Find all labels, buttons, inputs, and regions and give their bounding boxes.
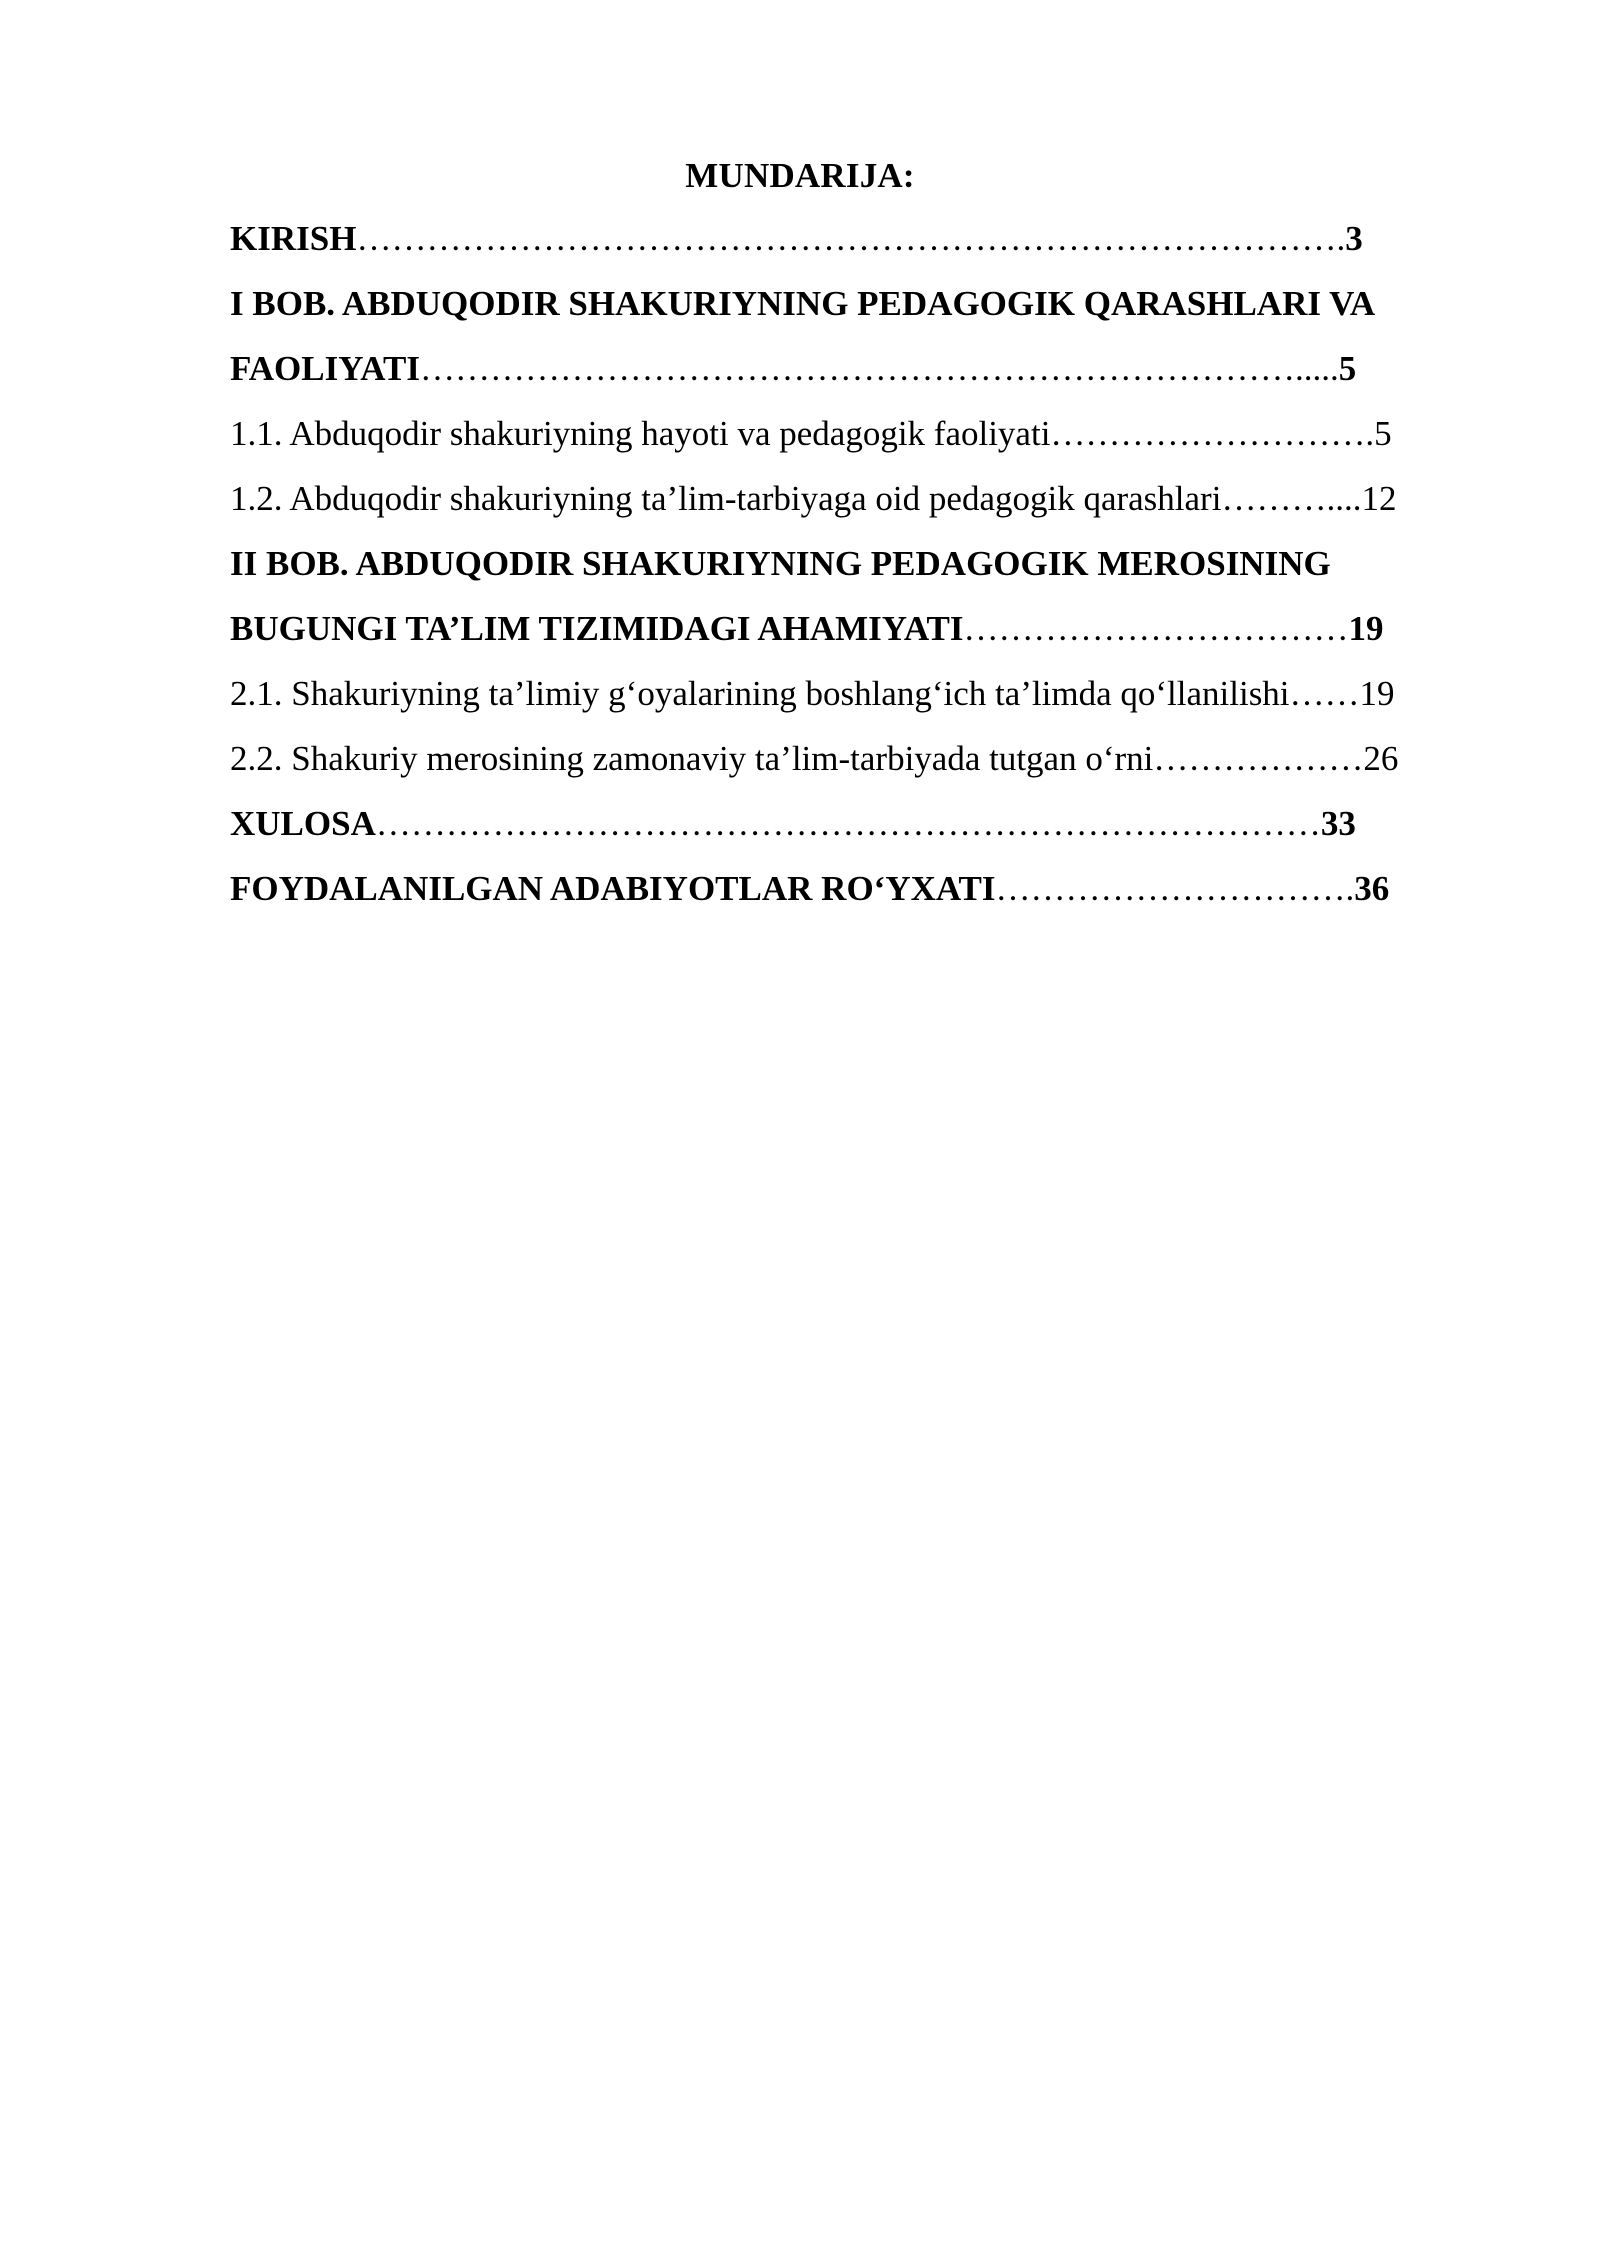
toc-entry-section-1-2[interactable]: [230, 467, 1488, 531]
toc-entry-page-number: 3: [1345, 219, 1363, 258]
toc-entry-leader: ……: [1289, 674, 1360, 713]
toc-entry-kirish[interactable]: [230, 207, 1488, 271]
toc-entry-section-2-2[interactable]: [230, 727, 1488, 791]
toc-entry-leader: ………………: [1153, 739, 1364, 778]
toc-entry-leader: ………………………………………………………………….....: [419, 349, 1339, 388]
toc-entry-text: FAOLIYATI: [230, 349, 420, 388]
toc-entry-section-1-1[interactable]: [230, 402, 1488, 466]
toc-entry-page-number: 19: [1348, 609, 1384, 648]
toc-entry-xulosa[interactable]: [230, 792, 1488, 856]
toc-entry-leader: ………………………………………………………………………….: [356, 219, 1346, 258]
toc-entry-page-number: 36: [1354, 869, 1390, 908]
toc-title: MUNDARIJA:: [685, 156, 915, 195]
toc-entry-page-number: 12: [1361, 479, 1397, 518]
toc-entry-leader: ……………………….: [1050, 414, 1375, 453]
toc-entry-leader: ……………………………: [963, 609, 1349, 648]
toc-entry-text: 2.2. Shakuriy merosining zamonaviy ta’lim-tarbiyada tutgan o‘rni: [230, 739, 1154, 778]
toc-entry-text: FOYDALANILGAN ADABIYOTLAR RO‘YXATI: [230, 869, 996, 908]
toc-entry-page-number: 26: [1363, 739, 1399, 778]
toc-entry-text: I BOB. ABDUQODIR SHAKURIYNING PEDAGOGIK QARASHLARI VA: [230, 284, 1376, 323]
toc-entry-text: XULOSA: [230, 804, 376, 843]
toc-entry-page-number: 19: [1359, 674, 1395, 713]
toc-entry-references[interactable]: [230, 857, 1488, 921]
toc-entry-page-number: 33: [1320, 804, 1356, 843]
toc-entry-leader: ………………………………………………………………………: [375, 804, 1321, 843]
toc-entry-chapter-2-line-2[interactable]: [230, 597, 1488, 661]
toc-entry-text: 1.2. Abduqodir shakuriyning ta’lim-tarbiyaga oid pedagogik qarashlari: [230, 479, 1222, 518]
toc-entry-chapter-2-line-1[interactable]: [230, 532, 1488, 596]
toc-entry-page-number: 5: [1338, 349, 1357, 388]
toc-entry-leader: ………....: [1221, 479, 1362, 518]
toc-entry-leader: ………………………….: [995, 869, 1355, 908]
toc-entry-page-number: 5: [1374, 414, 1392, 453]
toc-entry-chapter-1-line-2[interactable]: [230, 337, 1488, 401]
toc-entry-section-2-1[interactable]: [230, 662, 1488, 726]
toc-entry-text: 2.1. Shakuriyning ta’limiy g‘oyalarining boshlang‘ich ta’limda qo‘llanilishi: [230, 674, 1290, 713]
toc-entry-text: KIRISH: [230, 219, 357, 258]
toc-entry-text: 1.1. Abduqodir shakuriyning hayoti va pedagogik faoliyati: [230, 414, 1051, 453]
toc-entry-text: BUGUNGI TA’LIM TIZIMIDAGI AHAMIYATI: [230, 609, 964, 648]
toc-entry-chapter-1-line-1[interactable]: [230, 272, 1488, 336]
toc-entry-text: II BOB. ABDUQODIR SHAKURIYNING PEDAGOGIK MEROSINING: [230, 544, 1331, 583]
